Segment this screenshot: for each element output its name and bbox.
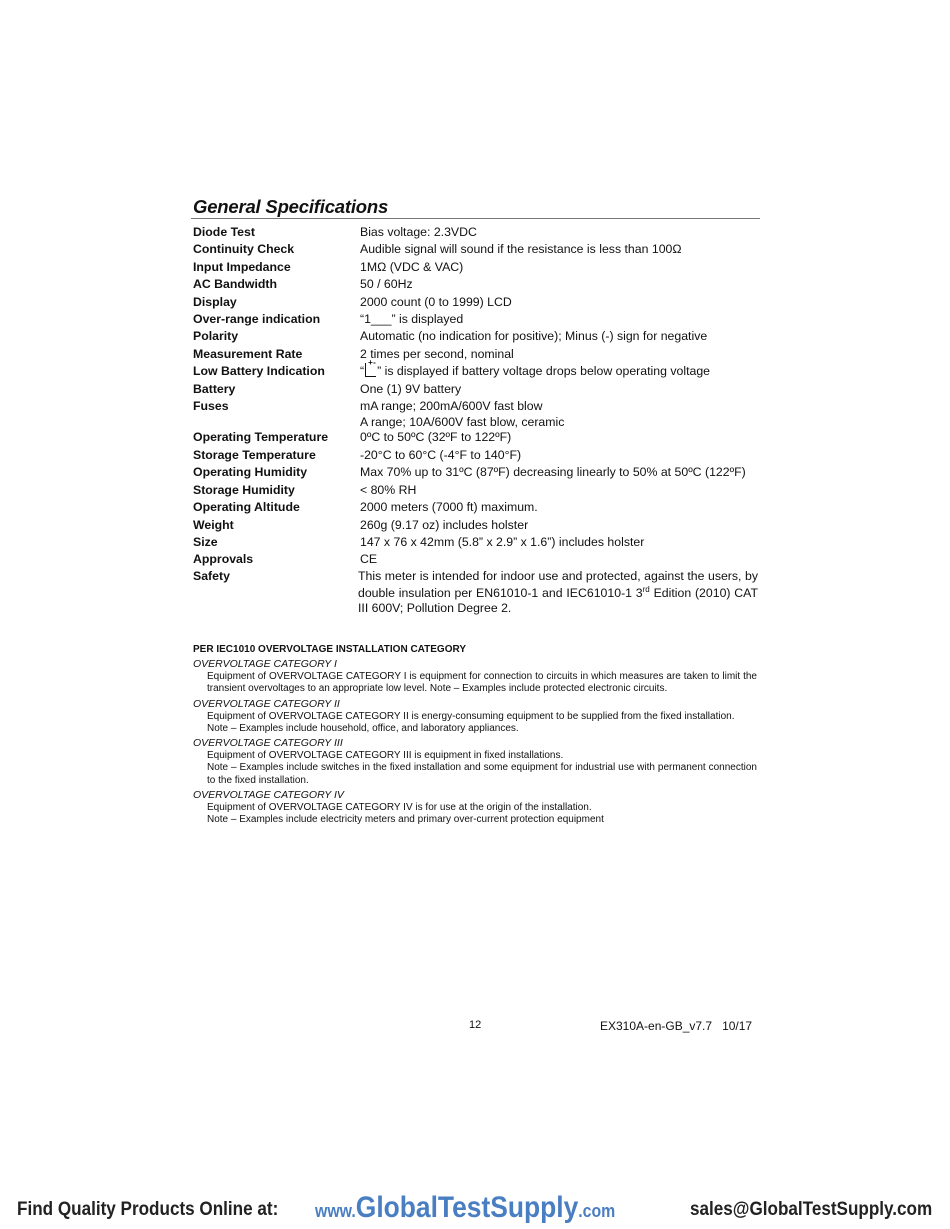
spec-label: Operating Temperature xyxy=(193,430,329,445)
spec-row-low-battery xyxy=(193,358,758,380)
spec-value xyxy=(360,398,758,429)
document-id: EX310A-en-GB_v7.7 10/17 xyxy=(600,1019,753,1033)
spec-label: Approvals xyxy=(193,552,254,567)
low-battery-text: ” is displayed if battery voltage drops below operating voltage xyxy=(377,364,711,379)
spec-row-input-impedance xyxy=(193,259,758,276)
spec-value: CE xyxy=(360,552,378,567)
spec-table xyxy=(193,224,758,616)
url-main: GlobalTestSupply xyxy=(355,1191,579,1224)
fuse-line: mA range; 200mA/600V fast blow xyxy=(360,399,543,414)
url-prefix: www. xyxy=(315,1201,356,1221)
spec-label: Battery xyxy=(193,381,236,396)
spec-value: 2000 meters (7000 ft) maximum. xyxy=(360,500,538,515)
overvoltage-category-2 xyxy=(193,698,757,736)
spec-value: Automatic (no indication for positive); Minus (-) sign for negative xyxy=(360,329,708,344)
overvoltage-category-3 xyxy=(193,737,757,787)
spec-label: Over-range indication xyxy=(193,312,321,327)
spec-label: Storage Temperature xyxy=(193,447,316,462)
quote-open: “ xyxy=(360,364,365,379)
spec-row-battery xyxy=(193,381,758,398)
spec-row-weight xyxy=(193,517,758,534)
spec-row-fuses xyxy=(193,398,758,429)
overvoltage-category-4 xyxy=(193,789,757,827)
category-paragraph: Equipment of OVERVOLTAGE CATEGORY III is equipment in fixed installations. xyxy=(207,750,564,762)
spec-label: Fuses xyxy=(193,399,229,414)
spec-row-operating-temperature xyxy=(193,429,758,446)
safety-text-part: Edition (2010) CAT III 600V; Pollution Degree 2. xyxy=(358,586,758,615)
spec-value: “1___” is displayed xyxy=(360,312,464,327)
page-number: 12 xyxy=(469,1019,482,1031)
spec-row-safety xyxy=(193,568,758,616)
spec-row-storage-humidity xyxy=(193,482,758,499)
overvoltage-heading: PER IEC1010 OVERVOLTAGE INSTALLATION CATEGORY xyxy=(193,644,466,655)
category-paragraph: Note – Examples include electricity meters and primary over-current protection equipment xyxy=(207,814,604,826)
category-paragraph: Equipment of OVERVOLTAGE CATEGORY I is equipment for connection to circuits in which measures are taken to limit the transient overvoltages to an appropriate low level. Note – Examples include protected electronic circuits. xyxy=(207,671,757,695)
spec-value: Max 70% up to 31ºC (87ºF) decreasing linearly to 50% at 50ºC (122ºF) xyxy=(360,465,746,480)
spec-row-continuity-check xyxy=(193,241,758,258)
category-title: OVERVOLTAGE CATEGORY III xyxy=(193,737,343,750)
footer-website-link[interactable] xyxy=(315,1191,615,1225)
spec-label: Measurement Rate xyxy=(193,346,303,361)
spec-row-storage-temperature xyxy=(193,447,758,464)
spec-row-measurement-rate xyxy=(193,346,758,363)
spec-value: Audible signal will sound if the resistance is less than 100Ω xyxy=(360,242,682,257)
spec-label: Low Battery Indication xyxy=(193,364,325,379)
overvoltage-category-1 xyxy=(193,658,757,696)
category-paragraph: Equipment of OVERVOLTAGE CATEGORY II is energy-consuming equipment to be supplied from the fixed installation. xyxy=(207,710,735,722)
spec-value: Bias voltage: 2.3VDC xyxy=(360,225,477,239)
category-paragraph: Note – Examples include household, office, and laboratory appliances. xyxy=(207,722,519,734)
category-title: OVERVOLTAGE CATEGORY IV xyxy=(193,789,344,802)
spec-value xyxy=(360,358,758,380)
spec-row-polarity xyxy=(193,328,758,345)
spec-value: 50 / 60Hz xyxy=(360,277,413,292)
spec-value: 2000 count (0 to 1999) LCD xyxy=(360,294,512,309)
spec-row-display xyxy=(193,294,758,311)
spec-label: Diode Test xyxy=(193,225,255,239)
battery-plus: + xyxy=(368,358,373,368)
spec-label: AC Bandwidth xyxy=(193,277,278,292)
spec-label: Weight xyxy=(193,517,234,532)
footer-email-link[interactable]: sales@GlobalTestSupply.com xyxy=(690,1199,933,1220)
footer-banner xyxy=(0,1191,950,1227)
safety-text-part: This meter is intended for indoor use and protected, against the users, by double insulation per EN61010-1 and IEC61010-1 3 xyxy=(358,568,758,601)
spec-value: One (1) 9V battery xyxy=(360,381,462,396)
category-title: OVERVOLTAGE CATEGORY I xyxy=(193,658,337,670)
spec-row-ac-bandwidth xyxy=(193,276,758,293)
superscript-rd: rd xyxy=(642,585,650,595)
category-title: OVERVOLTAGE CATEGORY II xyxy=(193,697,340,710)
battery-minus: - xyxy=(373,358,376,368)
spec-row-size xyxy=(193,534,758,551)
spec-value: -20°C to 60°C (-4°F to 140°F) xyxy=(360,447,522,462)
spec-value: 2 times per second, nominal xyxy=(360,346,514,361)
title-rule xyxy=(191,218,760,219)
spec-label: Input Impedance xyxy=(193,259,291,274)
spec-row-operating-altitude xyxy=(193,499,758,516)
spec-row-diode-test xyxy=(193,224,758,241)
overvoltage-section xyxy=(193,643,757,827)
safety-text xyxy=(358,568,758,616)
spec-label: Safety xyxy=(193,568,230,583)
spec-value: 1MΩ (VDC & VAC) xyxy=(360,259,464,274)
spec-value: 260g (9.17 oz) includes holster xyxy=(360,517,529,532)
spec-label: Size xyxy=(193,534,218,549)
spec-value: < 80% RH xyxy=(360,482,417,497)
spec-row-approvals xyxy=(193,551,758,568)
spec-label: Operating Altitude xyxy=(193,500,300,515)
category-paragraph: Note – Examples include switches in the fixed installation and some equipment for industrial use with permanent connection to the fixed installation. xyxy=(207,762,757,786)
fuse-line: A range; 10A/600V fast blow, ceramic xyxy=(360,415,565,430)
footer-tagline: Find Quality Products Online at: xyxy=(17,1199,279,1220)
spec-label: Continuity Check xyxy=(193,242,295,257)
spec-row-over-range xyxy=(193,311,758,328)
spec-label: Polarity xyxy=(193,329,239,344)
spec-row-operating-humidity xyxy=(193,464,758,481)
category-paragraph: Equipment of OVERVOLTAGE CATEGORY IV is for use at the origin of the installation. xyxy=(207,802,592,814)
spec-label: Operating Humidity xyxy=(193,465,308,480)
spec-label: Display xyxy=(193,294,237,309)
url-suffix: .com xyxy=(578,1201,616,1221)
spec-value: 0ºC to 50ºC (32ºF to 122ºF) xyxy=(360,430,512,445)
spec-label: Storage Humidity xyxy=(193,482,295,497)
battery-icon xyxy=(365,358,376,377)
page-title: General Specifications xyxy=(193,196,389,217)
spec-value: 147 x 76 x 42mm (5.8” x 2.9” x 1.6”) includes holster xyxy=(360,534,645,549)
